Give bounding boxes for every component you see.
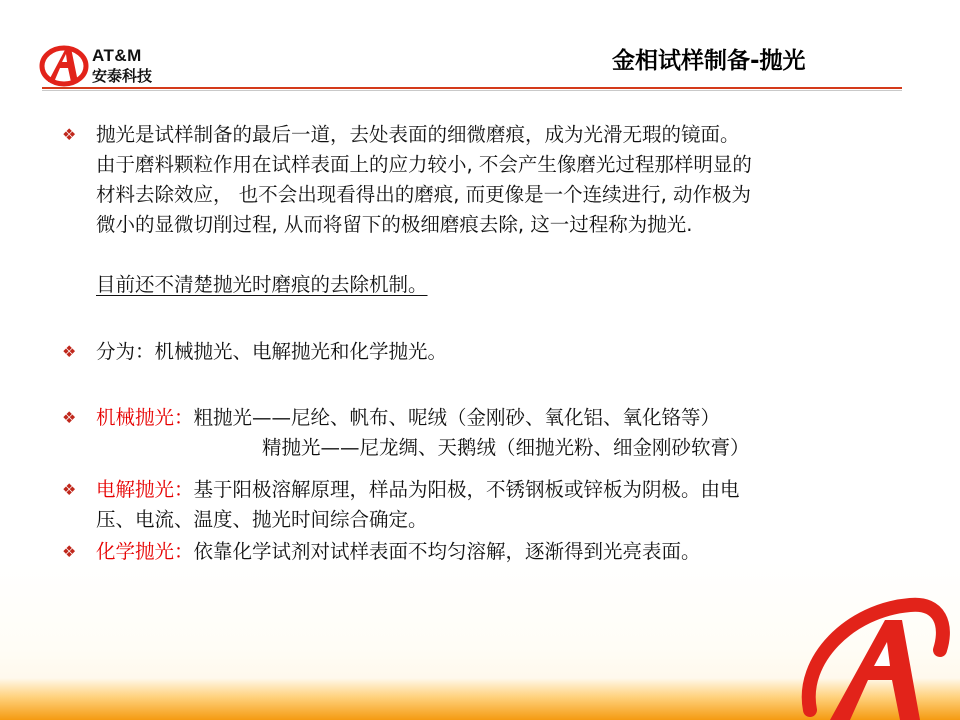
- intro-line: 材料去除效应， 也不会出现看得出的磨痕, 而更像是一个连续进行, 动作极为: [96, 183, 751, 206]
- bullet-icon: ❖: [62, 125, 77, 144]
- mechanical-fine: 精抛光——尼龙绸、天鹅绒（细抛光粉、细金刚砂软膏）: [262, 436, 750, 459]
- intro-line: 微小的显微切削过程, 从而将留下的极细磨痕去除, 这一过程称为抛光.: [96, 213, 693, 236]
- categories-item: [62, 337, 892, 367]
- logo-brand-text: AT&M: [92, 46, 142, 65]
- bullet-icon: ❖: [62, 480, 77, 499]
- electrolytic-line: 基于阳极溶解原理，样品为阳极，不锈钢板或锌板为阴极。由电: [193, 478, 740, 501]
- chemical-line: 依靠化学试剂对试样表面不均匀溶解，逐渐得到光亮表面。: [193, 540, 701, 563]
- intro-line: 抛光是试样制备的最后一道，去处表面的细微磨痕，成为光滑无瑕的镜面。: [96, 123, 740, 146]
- header-divider-gray: [42, 90, 902, 91]
- chemical-polishing-item: [62, 537, 892, 567]
- mechanical-coarse: 粗抛光——尼纶、帆布、呢绒（金刚砂、氧化铝、氧化铬等）: [193, 406, 721, 429]
- header-divider-red: [42, 87, 902, 89]
- intro-line: 由于磨料颗粒作用在试样表面上的应力较小, 不会产生像磨光过程那样明显的: [96, 153, 752, 176]
- mechanical-label: 机械抛光：: [96, 406, 194, 429]
- bullet-icon: ❖: [62, 542, 77, 561]
- electrolytic-label: 电解抛光：: [96, 478, 194, 501]
- categories-text: 分为：机械抛光、电解抛光和化学抛光。: [96, 340, 448, 363]
- intro-paragraph: [62, 120, 892, 300]
- bullet-icon: ❖: [62, 408, 77, 427]
- logo-company-text: 安泰科技: [92, 67, 153, 85]
- chemical-label: 化学抛光：: [96, 540, 194, 563]
- mechanical-polishing-item: [62, 403, 892, 463]
- slide-title: 金相试样制备-抛光: [612, 48, 806, 74]
- intro-note: 目前还不清楚抛光时磨痕的去除机制。: [96, 273, 428, 296]
- electrolytic-polishing-item: [62, 475, 892, 535]
- electrolytic-line: 压、电流、温度、抛光时间综合确定。: [96, 508, 428, 531]
- bullet-icon: ❖: [62, 342, 77, 361]
- atm-watermark-logo-icon: [790, 580, 950, 720]
